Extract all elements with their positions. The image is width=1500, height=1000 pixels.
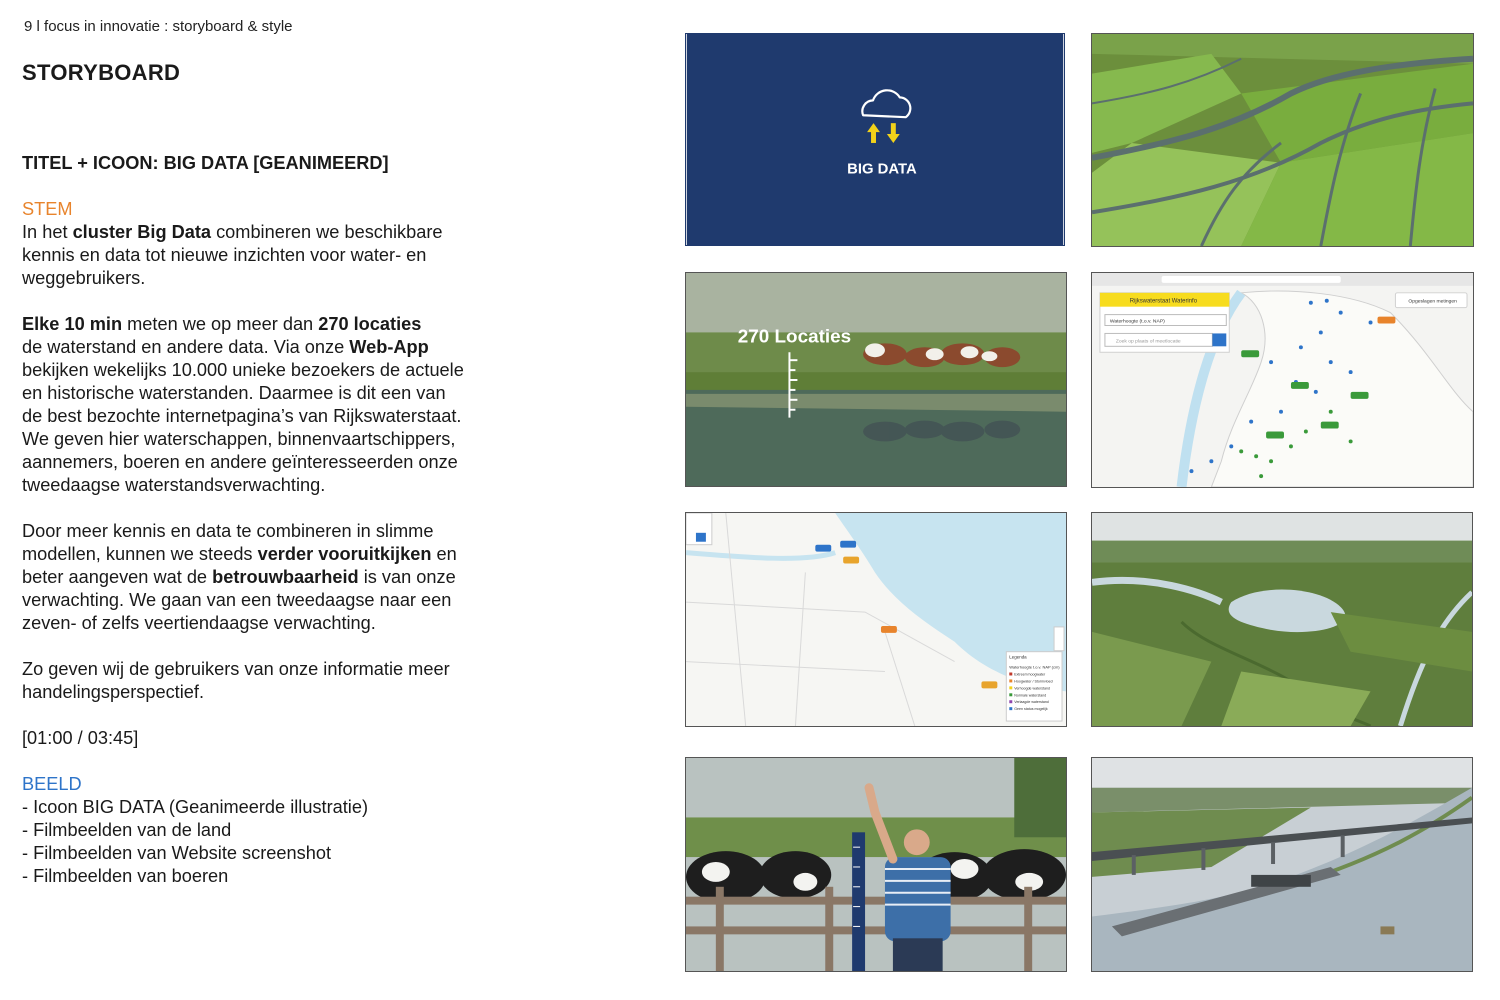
subheading: TITEL + ICOON: BIG DATA [GEANIMEERD]	[22, 153, 389, 173]
locaties-overlay: 270 Locaties	[737, 325, 852, 347]
legend-title: Legenda	[1009, 654, 1027, 660]
app-search: Zoek op plaats of meetlocatie	[1115, 339, 1181, 345]
frame-aerial-polder	[1091, 33, 1474, 247]
frame-cows-locaties	[685, 272, 1067, 487]
app-select: Waterhoogte (t.o.v. NAP)	[1109, 319, 1165, 325]
beeld-list	[22, 796, 502, 888]
section-title: focus in innovatie : storyboard & style	[44, 18, 293, 35]
stem-label: STEM	[22, 199, 73, 219]
page-number: 9	[24, 18, 33, 35]
app-saved-button: Opgeslagen metingen	[1408, 299, 1457, 305]
frame-map-legend	[685, 512, 1067, 727]
list-item: - Icoon BIG DATA (Geanimeerde illustratie)	[22, 797, 369, 817]
frame-bigdata-icon	[685, 33, 1065, 246]
header-separator: l	[36, 18, 40, 35]
timecode: [01:00 / 03:45]	[22, 728, 139, 748]
list-item: - Filmbeelden van Website screenshot	[22, 843, 332, 863]
page-title: STORYBOARD	[22, 60, 181, 85]
legend-item: Extreem hoogwater	[1014, 672, 1046, 677]
paragraph-3: Door meer kennis en data te combineren in slimme modellen, kunnen we steeds verder vooruitkijken en beter aangeven wat de betrouwbaarheid is van onze verwachting. We gaan van een tweedaagse naar een zeven- of zelfs veertiendaagse verwachting.	[22, 521, 457, 633]
list-item: - Filmbeelden van boeren	[22, 866, 229, 886]
paragraph-2: Elke 10 min meten we op meer dan 270 locaties de waterstand en andere data. Via onze Web-App bekijken wekelijks 10.000 unieke bezoekers de actuele en historische waterstanden. Daarmee is dit een van de best bezochte internetpagina’s van Rijkswaterstaat. We geven hier waterschappen, binnenvaartschippers, aannemers, boeren en andere geïnteresseerden onze tweedaagse waterstandsverwachting.	[22, 314, 464, 495]
frame-webapp-screenshot	[1091, 272, 1474, 488]
legend-item: Geen status mogelijk	[1014, 707, 1048, 712]
frame-aerial-floodplain	[1091, 512, 1473, 727]
legend-subtitle: Waterhoogte t.o.v. NAP (cm)	[1009, 664, 1060, 670]
paragraph-4: Zo geven wij de gebruikers van onze informatie meer handelingsperspectief.	[22, 659, 450, 702]
frame-river-bridge	[1091, 757, 1473, 972]
body-text	[22, 152, 502, 888]
frame-farmer-cows	[685, 757, 1067, 972]
legend-item: Hoogwater / Stormvloed	[1014, 679, 1053, 684]
legend-item: Normale waterstand	[1014, 693, 1047, 698]
app-title: Rijkswaterstaat Waterinfo	[1129, 298, 1198, 305]
list-item: - Filmbeelden van de land	[22, 820, 232, 840]
legend-item: Verhoogde waterstand	[1014, 686, 1051, 691]
beeld-label: BEELD	[22, 774, 82, 794]
legend-item: Verlaagde waterstand	[1014, 700, 1049, 705]
bigdata-label: BIG DATA	[847, 161, 917, 178]
page-header	[24, 18, 293, 35]
paragraph-1: In het cluster Big Data combineren we beschikbare kennis en data tot nieuwe inzichten voor water- en weggebruikers.	[22, 222, 443, 288]
bigdata-card	[686, 34, 1064, 245]
